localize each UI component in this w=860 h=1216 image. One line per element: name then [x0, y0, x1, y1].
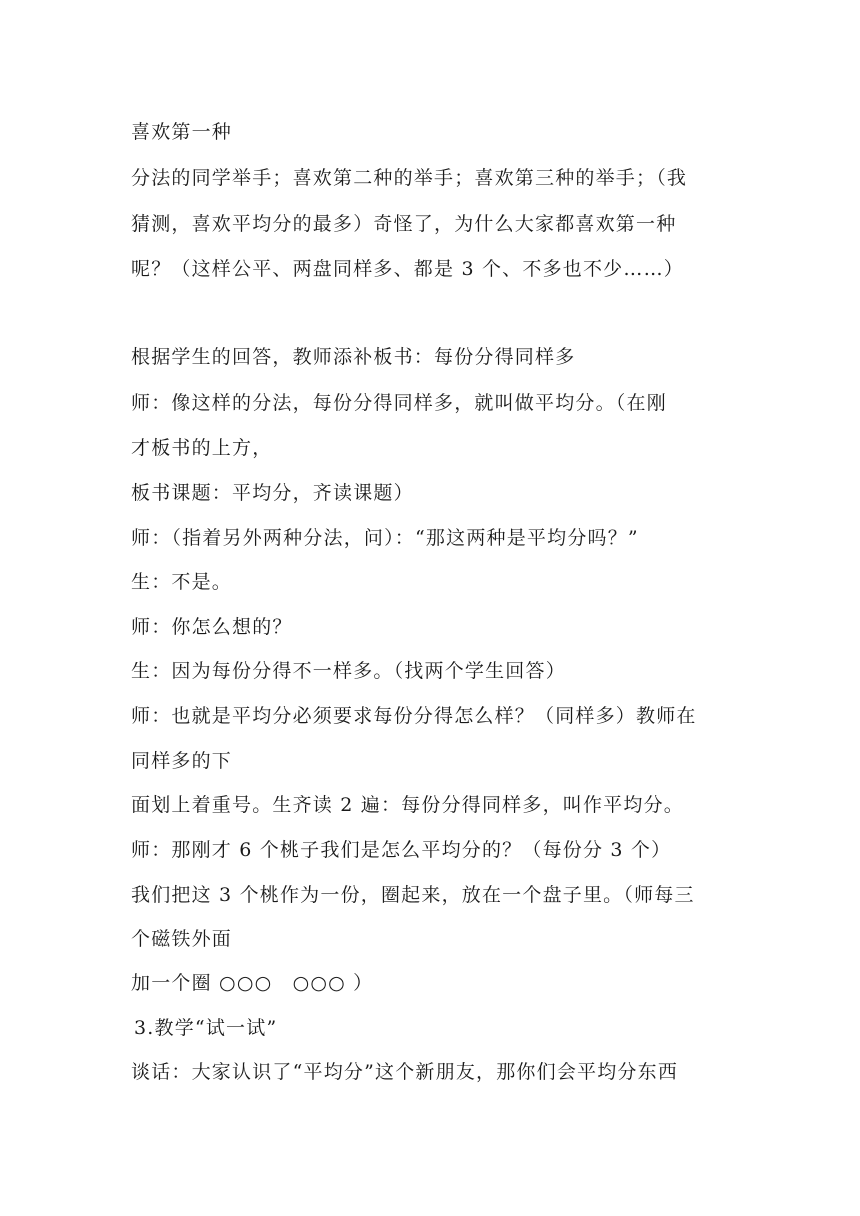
text-line: 呢？（这样公平、两盘同样多、都是 3 个、不多也不少……）: [131, 258, 684, 280]
text-line: 才板书的上方，: [131, 437, 273, 459]
section-heading: 3.教学“试一试”: [134, 1017, 278, 1039]
text-line: 个磁铁外面: [131, 928, 233, 950]
text-line: 师：你怎么想的？: [131, 616, 293, 638]
text-line: 师：那刚才 6 个桃子我们是怎么平均分的？（每份分 3 个）: [131, 839, 672, 861]
text-line: 生：因为每份分得不一样多。（找两个学生回答）: [131, 660, 566, 682]
text-line: 我们把这 3 个桃作为一份，圈起来，放在一个盘子里。（师每三: [131, 884, 695, 906]
text-line: 分法的同学举手；喜欢第二种的举手；喜欢第三种的举手；（我: [131, 167, 688, 189]
text-line: 师：像这样的分法，每份分得同样多，就叫做平均分。（在刚: [131, 392, 667, 414]
text-line: 师：（指着另外两种分法，问）：“那这两种是平均分吗？”: [131, 527, 639, 549]
text-line: 猜测，喜欢平均分的最多）奇怪了，为什么大家都喜欢第一种: [131, 213, 677, 235]
text-line: 师：也就是平均分必须要求每份分得怎么样？（同样多）教师在: [131, 705, 697, 727]
text-line: 生：不是。: [131, 571, 233, 593]
text-line: 同样多的下: [131, 750, 233, 772]
text-line: 板书课题：平均分，齐读课题）: [131, 482, 414, 504]
text-line: 谈话：大家认识了“平均分”这个新朋友，那你们会平均分东西: [131, 1061, 679, 1083]
text-line: 根据学生的回答，教师添补板书：每份分得同样多: [131, 346, 576, 368]
text-line: 喜欢第一种: [131, 121, 233, 143]
text-line: 加一个圈 ○○○ ○○○ ）: [131, 972, 374, 994]
text-line: 面划上着重号。生齐读 2 遍：每份分得同样多，叫作平均分。: [131, 794, 684, 816]
